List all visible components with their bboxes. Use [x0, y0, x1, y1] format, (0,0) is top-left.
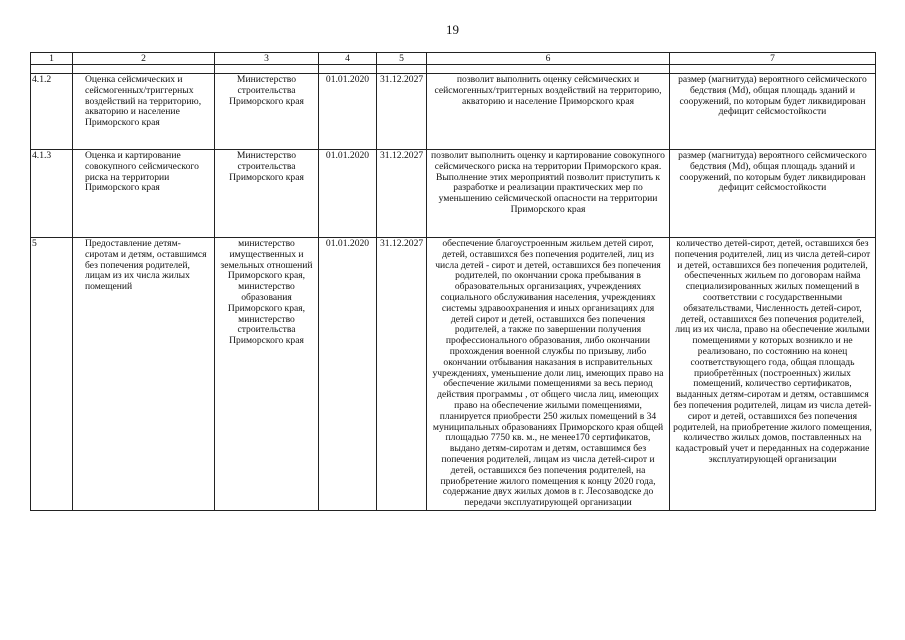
- measure-name: Оценка и картирование совокупного сейсмического риска на территории Приморского края: [73, 150, 215, 238]
- expected-result: обеспечение благоустроенным жильем детей сирот, детей, оставшихся без попечения родителей, лиц из числа детей - сирот и детей, оставшихся без попечения родителей, по окончании срока пребывания в образовательных организациях, учреждениях социального обслуживания населения, учреждениях системы здравоохранения и иных организациях для детей сирот и детей, оставшихся без попечения родителей, а также по завершении получения профессионального образования, либо окончании прохождения военной службы по призыву, либо окончании отбывания наказания в исправительных учреждениях, уменьшение доли лиц, имеющих право на обеспечение жилыми помещениями за весь период действия программы , от общего числа лиц, имеющих право на обеспечение жилыми помещениями, планируется приобрести 250 жилых помещений в 34 муниципальных образованиях Приморского края общей площадью 7750 кв. м., не менее170 сертификатов, выдано детям-сиротам и детям, оставшимся без попечения родителей, лицам из числа детей-сирот и детей, оставшихся без попечения родителей, на приобретение жилого помещения к концу 2020 года, содержание двух жилых домов в г. Лесозаводске до передачи эксплуатирующей организации: [427, 238, 670, 511]
- column-number: 3: [215, 53, 319, 65]
- column-number: 4: [319, 53, 377, 65]
- end-date: 31.12.2027: [377, 238, 427, 511]
- indicator: размер (магнитуда) вероятного сейсмического бедствия (Md), общая площадь зданий и сооружений, по которым будет ликвидирован дефицит сейсмостойкости: [670, 74, 876, 150]
- expected-result: позволит выполнить оценку и картирование совокупного сейсмического риска на территории Приморского края. Выполнение этих мероприятий позволит приступить к разработке и реализации практических мер по уменьшению сейсмической опасности на территории Приморского края: [427, 150, 670, 238]
- table-row: [31, 238, 876, 511]
- measure-name: Предоставление детям-сиротам и детям, оставшимся без попечения родителей, лицам из их числа жилых помещений: [73, 238, 215, 511]
- spacer-row: [31, 65, 876, 74]
- expected-result: позволит выполнить оценку сейсмических и сейсмогенных/триггерных воздействий на территорию, акваторию и население Приморского края: [427, 74, 670, 150]
- column-number: 5: [377, 53, 427, 65]
- column-number: 6: [427, 53, 670, 65]
- executor: министерство имущественных и земельных отношений Приморского края, министерство образования Приморского края, министерство строительства Приморского края: [215, 238, 319, 511]
- indicator: количество детей-сирот, детей, оставшихся без попечения родителей, лиц из числа детей-сирот и детей, оставшихся без попечения родителей, обеспеченных жильем по договорам найма специализированных жилых помещений в соответствии с государственными обязательствами, Численность детей-сирот, детей, оставшихся без попечения родителей, лиц из их числа, право на обеспечение жилыми помещениями у которых возникло и не реализовано, по состоянию на конец соответствующего года, общая площадь приобретённых (построенных) жилых помещений, количество сертификатов, выданных детям-сиротам и детям, оставшимся без попечения родителей, лицам из числа детей-сирот и детей, оставшихся без попечения родителей, на приобретение жилого помещения, количество жилых домов, поставленных на кадастровый учет и переданных на содержание эксплуатирующей организации: [670, 238, 876, 511]
- column-number: 1: [31, 53, 73, 65]
- executor: Министерство строительства Приморского края: [215, 74, 319, 150]
- table-row: [31, 74, 876, 150]
- end-date: 31.12.2027: [377, 150, 427, 238]
- program-table: [30, 52, 876, 511]
- start-date: 01.01.2020: [319, 74, 377, 150]
- table-row: [31, 150, 876, 238]
- column-number-row: [31, 53, 876, 65]
- row-number: 4.1.3: [31, 150, 73, 238]
- column-number: 7: [670, 53, 876, 65]
- start-date: 01.01.2020: [319, 238, 377, 511]
- indicator: размер (магнитуда) вероятного сейсмического бедствия (Md), общая площадь зданий и сооружений, по которым будет ликвидирован дефицит сейсмостойкости: [670, 150, 876, 238]
- measure-name: Оценка сейсмических и сейсмогенных/триггерных воздействий на территорию, акваторию и население Приморского края: [73, 74, 215, 150]
- column-number: 2: [73, 53, 215, 65]
- executor: Министерство строительства Приморского края: [215, 150, 319, 238]
- page-number: 19: [446, 22, 459, 37]
- end-date: 31.12.2027: [377, 74, 427, 150]
- row-number: 5: [31, 238, 73, 511]
- start-date: 01.01.2020: [319, 150, 377, 238]
- row-number: 4.1.2: [31, 74, 73, 150]
